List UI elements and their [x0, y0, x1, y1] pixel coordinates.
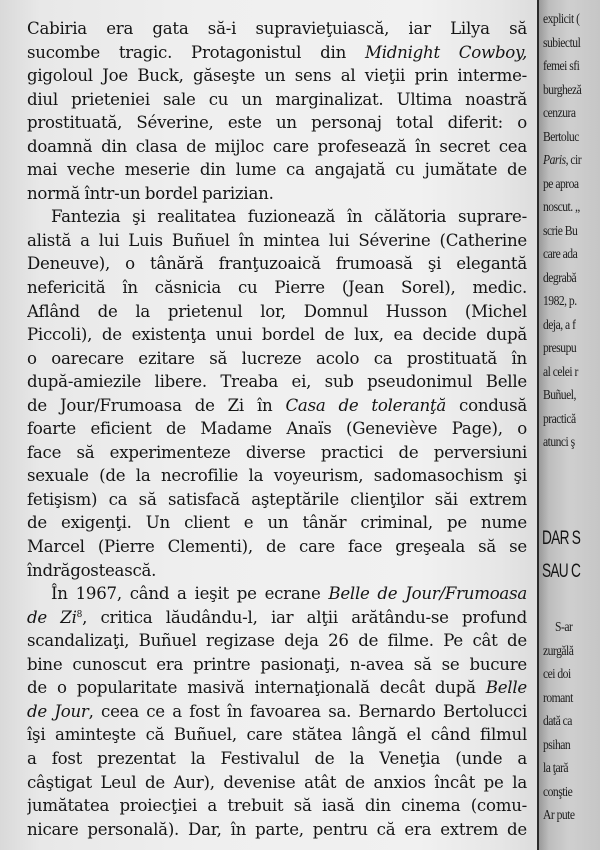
- text-line: prostituată, Séverine, este un personaj total diferit: o: [27, 113, 527, 133]
- text-line: jumătatea proiecţiei a trebuit să iasă din cinema (comu-: [27, 796, 527, 816]
- text-line: de exigenţi. Un client e un tânăr criminal, pe nume: [27, 513, 527, 533]
- text-line: burgheză: [543, 81, 582, 97]
- text-line: doamnă din clasa de mijloc care profesează în secret cea: [27, 136, 527, 156]
- text-line: îndrăgostească.: [27, 560, 157, 580]
- text-line: Cabiria era gata să-i supravieţuiască, iar Lilya să: [27, 19, 527, 38]
- text-line: normă într-un bordel parizian.: [27, 183, 274, 203]
- text-line: Paris, cir: [543, 152, 582, 167]
- paragraph-start-line: S-ar: [555, 619, 573, 634]
- text-line: de Jour/Frumoasa de Zi în Casa de toleranţă condusă: [27, 395, 527, 415]
- text-line: fetişism) ca să satisfacă aşteptările clienţilor săi extrem: [27, 489, 527, 509]
- text-line: o oarecare ezitare să lucreze acolo ca prostituată în: [27, 348, 527, 368]
- text-line: practică: [543, 410, 576, 426]
- text-line: scandalizaţi, Buñuel regizase deja 26 de filme. Pe cât de: [27, 631, 527, 651]
- text-line: conştie: [543, 783, 573, 799]
- text-line: bine cunoscut era printre pasionaţi, n-avea să se bucure: [27, 654, 527, 674]
- text-line: Marcel (Pierre Clementi), de care face greşeala să se: [27, 537, 527, 557]
- text-line: a fost prezentat la Festivalul de la Veneţia (unde a: [27, 748, 527, 768]
- adjacent-page: [539, 0, 600, 850]
- text-line: nefericită în căsnicia cu Pierre (Jean Sorel), medic.: [27, 278, 527, 298]
- text-line: nicare personală). Dar, în parte, pentru că era extrem de: [27, 819, 527, 839]
- text-line: sucombe tragic. Protagonistul din Midnight Cowboy,: [27, 42, 527, 62]
- text-line: deja, a f: [543, 316, 576, 332]
- text-line: de o popularitate masivă internaţională decât după Belle: [27, 678, 527, 698]
- text-line: la ţară: [543, 760, 569, 775]
- text-line: al celei r: [543, 363, 578, 379]
- text-line: psihan: [543, 736, 571, 752]
- text-line: alistă a lui Luis Buñuel în mintea lui Séverine (Catherine: [27, 230, 527, 250]
- text-line: foarte eficient de Madame Anaïs (Geneviève Page), o: [27, 419, 527, 439]
- text-line: de Jour, ceea ce a fost în favoarea sa. Bernardo Bertolucci: [27, 701, 527, 721]
- text-line: cenzura: [543, 105, 576, 120]
- adjacent-page-top-text: [543, 7, 600, 454]
- text-line: Aflând de la prietenul lor, Domnul Husson (Michel: [27, 301, 527, 321]
- text-line: cei doi: [543, 666, 571, 681]
- section-heading: [542, 522, 580, 588]
- paragraph-start-line: În 1967, când a ieşit pe ecrane Belle de Jour/Frumoasa: [51, 584, 527, 604]
- film-title: Casa de toleranţă: [285, 395, 447, 415]
- text-line: 1982, p.: [543, 293, 577, 308]
- text-line: atunci ş: [543, 434, 575, 449]
- text-line: noscut. „: [543, 199, 580, 214]
- footnote-marker: 8: [76, 609, 83, 620]
- text-line: Buñuel,: [543, 387, 576, 402]
- text-line: Bertoluc: [543, 128, 579, 144]
- text-line: sexuale (de la necrofilie la voyeurism, sadomasochism şi: [27, 466, 527, 486]
- text-line: îşi aminteşte că Buñuel, care stătea lângă el când filmul: [27, 725, 527, 745]
- text-line: de Zi$^8$, critica lăudându-l, iar alţii arătându-se profund: [27, 607, 527, 627]
- text-line: mai veche meserie din lume ca angajată cu jumătate de: [27, 160, 527, 180]
- text-line: Deneuve), o tânără franţuzoaică frumoasă şi elegantă: [27, 254, 527, 274]
- text-line: explicit (: [543, 11, 580, 26]
- text-line: pe aproa: [543, 175, 579, 191]
- heading-line: SAU C: [542, 561, 581, 582]
- text-line: zurgălă: [543, 642, 574, 658]
- text-line: câştigat Leul de Aur), devenise atât de anxios încât pe la: [27, 772, 527, 792]
- text-line: gigoloul Joe Buck, găseşte un sens al vieţii prin interme-: [27, 66, 527, 86]
- paragraph-start-line: Fantezia şi realitatea fuzionează în călătoria suprare-: [51, 207, 527, 227]
- text-line: degrabă: [543, 269, 577, 285]
- text-line: dată ca: [543, 713, 572, 728]
- text-line: scrie Bu: [543, 222, 578, 238]
- film-title: de Zi: [27, 607, 77, 627]
- text-line: după-amiezile libere. Treaba ei, sub pseudonimul Belle: [27, 372, 527, 392]
- text-line: diul prieteniei sale cu un marginalizat. Ultima noastră: [27, 89, 527, 109]
- text-line: femei sfi: [543, 58, 580, 73]
- film-title: Midnight Cowboy,: [364, 42, 527, 62]
- text-line: romant: [543, 689, 573, 705]
- film-title: Belle de Jour/Frumoasa: [328, 584, 527, 604]
- text-line: Piccoli), de existenţa unui bordel de lux, ea decide după: [27, 325, 527, 345]
- text-line: subiectul: [543, 34, 581, 50]
- film-title: Belle: [485, 678, 527, 698]
- text-line: face să experimenteze diverse practici de perversiuni: [27, 442, 527, 462]
- heading-line: DAR S: [542, 528, 581, 549]
- adjacent-page-bottom-text: [543, 615, 600, 827]
- text-line: care ada: [543, 246, 578, 261]
- body-text: [27, 17, 527, 841]
- text-line: Ar pute: [543, 807, 575, 822]
- film-title: de Jour: [27, 701, 89, 721]
- text-line: presupu: [543, 340, 577, 355]
